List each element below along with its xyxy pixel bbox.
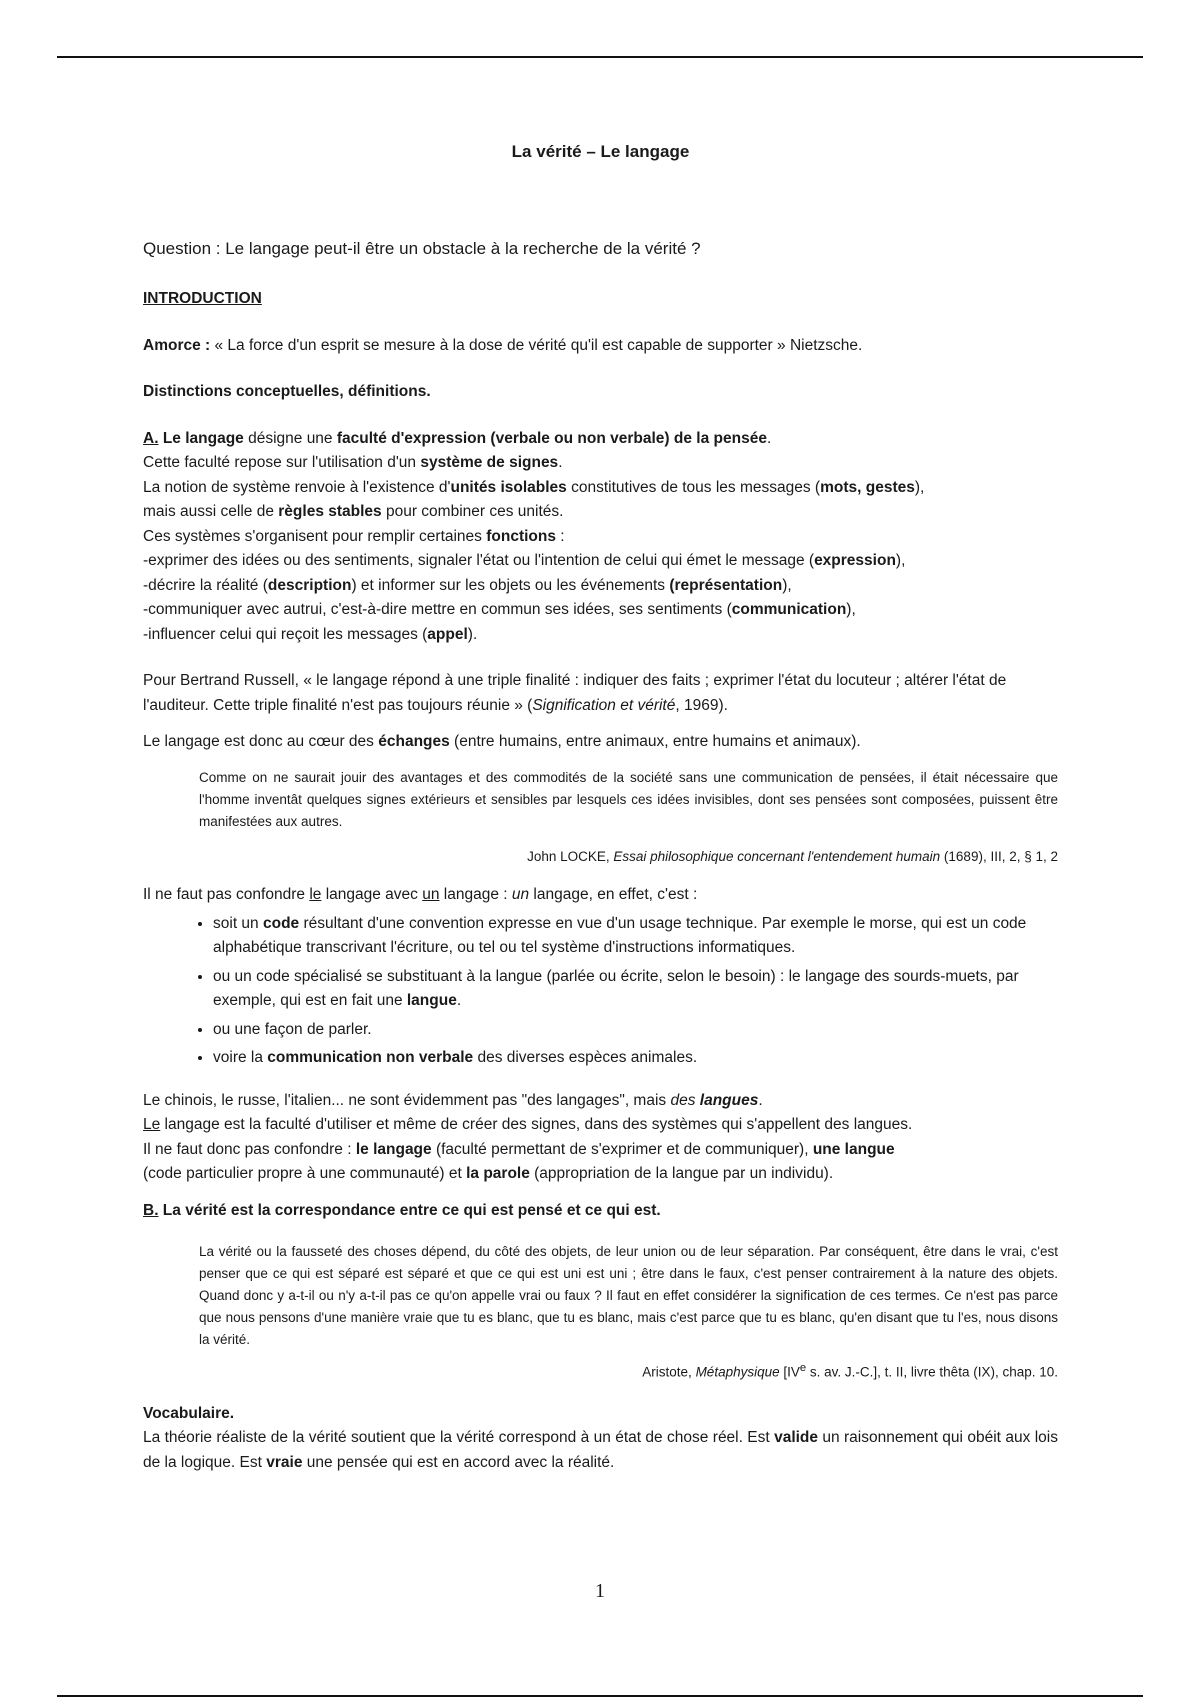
langues-paragraph <box>143 1089 1058 1187</box>
page-number: 1 <box>595 1580 605 1602</box>
confondre-paragraph: Il ne faut pas confondre le langage avec un langage : un langage, en effet, c'est : <box>143 886 698 903</box>
list-item: • ou un code spécialisé se substituant à la langue (parlée ou écrite, selon le besoin) : le langage des sourds-muets, par exemple, qui est en fait une langue. <box>213 965 1058 1014</box>
section-a-line-9: -influencer celui qui reçoit les messages (appel). <box>143 625 478 643</box>
locke-quote-source: John LOCKE, Essai philosophique concernant l'entendement humain (1689), III, 2, § 1, 2 <box>527 848 1058 864</box>
aristote-quote-source: Aristote, Métaphysique [IVe s. av. J.-C.], t. II, livre thêta (IX), chap. 10. <box>642 1362 1058 1380</box>
section-a-line-3: La notion de système renvoie à l'existence d'unités isolables constitutives de tous les messages (mots, gestes), <box>143 478 925 496</box>
langues-line-1: Le chinois, le russe, l'italien... ne sont évidemment pas "des langages", mais des langues. <box>143 1091 763 1109</box>
section-a-line-5: Ces systèmes s'organisent pour remplir certaines fonctions : <box>143 527 565 545</box>
list-item: • voire la communication non verbale des diverses espèces animales. <box>213 1046 1058 1071</box>
section-a-line-7: -décrire la réalité (description) et informer sur les objets ou les événements (représentation), <box>143 576 792 594</box>
section-a-line-2: Cette faculté repose sur l'utilisation d'un système de signes. <box>143 454 563 471</box>
list-item: • ou une façon de parler. <box>213 1018 1058 1043</box>
vocabulaire-paragraph: La théorie réaliste de la vérité soutient que la vérité correspond à un état de chose réel. Est valide un raisonnement qui obéit aux lois de la logique. Est vraie une pensée qui est en accord avec la réalité. <box>143 1429 1058 1471</box>
bottom-rule <box>57 1695 1143 1697</box>
langues-line-2: Le langage est la faculté d'utiliser et même de créer des signes, dans des systèmes qui s'appellent des langues. <box>143 1116 913 1133</box>
introduction-heading: INTRODUCTION <box>143 290 262 307</box>
aristote-quote: La vérité ou la fausseté des choses dépend, du côté des objets, de leur union ou de leur séparation. Par conséquent, être dans le vrai, c'est penser que ce qui est séparé est séparé et que ce qui est uni est uni ; être dans le faux, c'est penser contrairement à la nature des objets. Quand donc y a-t-il ou n'y a-t-il pas ce qu'on appelle vrai ou faux ? Il faut en effet considérer la signification de ces termes. Ce n'est pas parce que nous pensons d'une manière vraie que tu es blanc, que tu es blanc, mais c'est parce que tu es blanc, qu'en disant que tu l'es, nous disons la vérité. <box>199 1244 1058 1347</box>
russell-paragraph: Pour Bertrand Russell, « le langage répond à une triple finalité : indiquer des faits ; exprimer l'état du locuteur ; altérer l'état de l'auditeur. Cette triple finalité n'est pas toujours réunie » (Signification et vérité, 1969). <box>143 672 1007 714</box>
vocabulaire-heading: Vocabulaire. <box>143 1404 235 1422</box>
section-a-line-8: -communiquer avec autrui, c'est-à-dire mettre en commun ses idées, ses sentiments (communication), <box>143 601 856 618</box>
section-a-line-6: -exprimer des idées ou des sentiments, signaler l'état ou l'intention de celui qui émet le message (expression), <box>143 552 906 569</box>
question: Question : Le langage peut-il être un obstacle à la recherche de la vérité ? <box>143 238 701 258</box>
page-title: La vérité – Le langage <box>511 142 690 161</box>
distinctions-heading: Distinctions conceptuelles, définitions. <box>143 383 431 400</box>
langues-line-3: Il ne faut donc pas confondre : le langage (faculté permettant de s'exprimer et de communiquer), une langue <box>143 1140 895 1158</box>
section-b-heading: B. La vérité est la correspondance entre ce qui est pensé et ce qui est. <box>143 1201 661 1219</box>
list-item: • soit un code résultant d'une convention expresse en vue d'un usage technique. Par exemple le morse, qui est un code alphabétique transcrivant l'écriture, ou tel ou tel système d'instructions informatiques. <box>213 912 1058 961</box>
section-a-line-1: A. Le langage désigne une faculté d'expression (verbale ou non verbale) de la pensée. <box>143 429 772 447</box>
locke-quote: Comme on ne saurait jouir des avantages et des commodités de la société sans une communication de pensées, il était nécessaire que l'homme inventât quelques signes extérieurs et sensibles par lesquels ces idées invisibles, dont ses pensées sont composées, puissent être manifestées aux autres. <box>199 769 1058 829</box>
section-a-line-4: mais aussi celle de règles stables pour combiner ces unités. <box>143 503 564 520</box>
amorce: Amorce : « La force d'un esprit se mesure à la dose de vérité qu'il est capable de supporter » Nietzsche. <box>143 336 863 354</box>
section-a <box>143 427 1058 648</box>
echanges-paragraph: Le langage est donc au cœur des échanges (entre humains, entre animaux, entre humains et animaux). <box>143 733 861 750</box>
page-content <box>143 140 1058 1475</box>
langues-line-4: (code particulier propre à une communauté) et la parole (appropriation de la langue par un individu). <box>143 1165 834 1182</box>
bullet-list <box>143 912 1058 1071</box>
top-rule <box>57 56 1143 58</box>
